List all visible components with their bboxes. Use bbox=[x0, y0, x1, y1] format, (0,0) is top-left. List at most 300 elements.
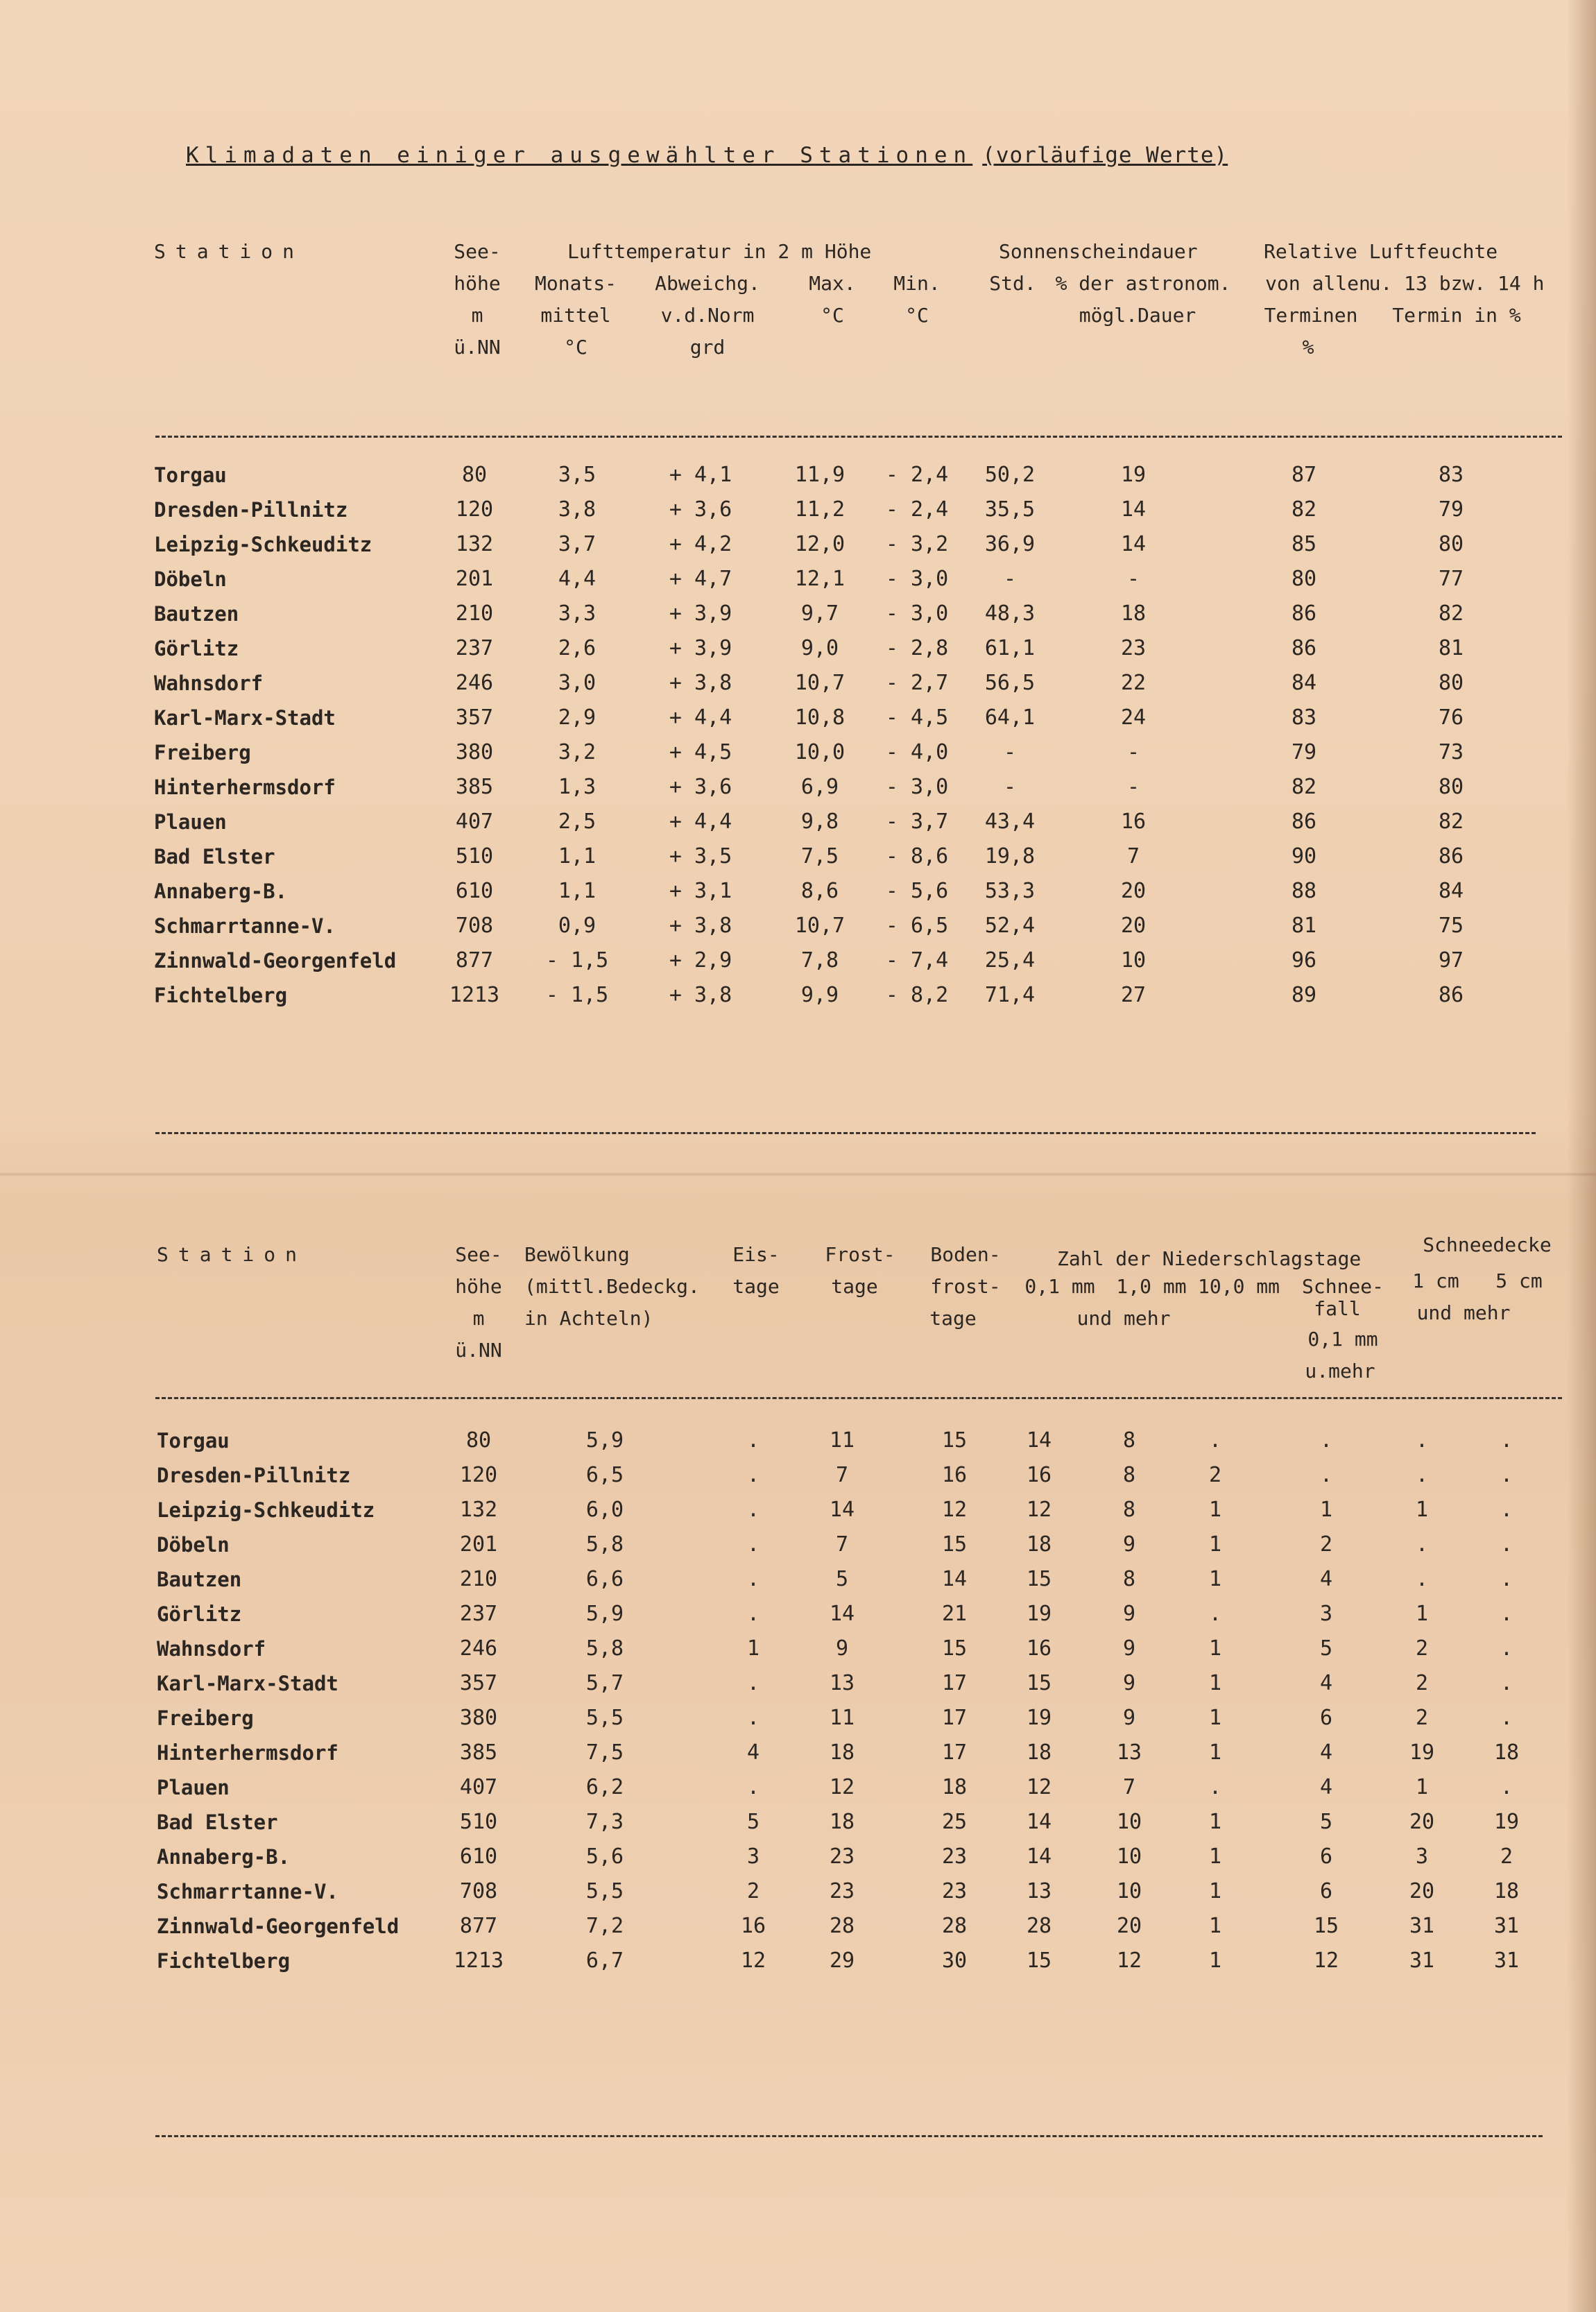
station-name-cell: Bautzen bbox=[154, 602, 239, 626]
feuchte-alle-cell: 80 bbox=[1291, 567, 1317, 591]
t2-bewoelkung-3: in Achteln) bbox=[524, 1307, 653, 1330]
min-cell: - 2,7 bbox=[885, 671, 949, 695]
min-cell: - 5,6 bbox=[885, 879, 949, 903]
table-row bbox=[0, 978, 1596, 1013]
monatsmittel-cell: 3,7 bbox=[558, 532, 597, 556]
page-title bbox=[186, 143, 1228, 168]
t1-alle-1: von allen bbox=[1265, 272, 1371, 295]
feuchte-termin-cell: 80 bbox=[1438, 671, 1464, 695]
t1-max-2: °C bbox=[821, 304, 844, 327]
t1-std: Std. bbox=[989, 272, 1036, 295]
feuchte-termin-cell: 82 bbox=[1438, 601, 1464, 626]
eistage-cell: . bbox=[746, 1532, 760, 1557]
feuchte-alle-cell: 89 bbox=[1291, 983, 1317, 1007]
n100-cell: 1 bbox=[1208, 1636, 1222, 1661]
sonnen-prozent-cell: - bbox=[1126, 775, 1140, 799]
sonnen-std-cell: 50,2 bbox=[984, 463, 1036, 487]
feuchte-termin-cell: 80 bbox=[1438, 532, 1464, 556]
paper-fold bbox=[0, 1172, 1596, 1176]
bewoelkung-cell: 5,9 bbox=[585, 1602, 624, 1626]
table-row bbox=[0, 666, 1596, 701]
seehoehe-cell: 246 bbox=[459, 1636, 498, 1661]
sonnen-prozent-cell: - bbox=[1126, 567, 1140, 591]
schneedecke-5cm-cell: 31 bbox=[1493, 1949, 1520, 1973]
eistage-cell: . bbox=[746, 1775, 760, 1799]
feuchte-alle-cell: 87 bbox=[1291, 463, 1317, 487]
eistage-cell: . bbox=[746, 1463, 760, 1487]
t2-n100: 10,0 mm bbox=[1197, 1275, 1280, 1298]
max-cell: 10,8 bbox=[794, 705, 846, 730]
abweichung-cell: + 3,8 bbox=[669, 983, 732, 1007]
bewoelkung-cell: 6,6 bbox=[585, 1567, 624, 1591]
t1-station-header: Station bbox=[154, 240, 304, 263]
t1-lufttemp-group: Lufttemperatur in 2 m Höhe bbox=[567, 240, 872, 263]
t2-nieder-group: Zahl der Niederschlagstage bbox=[1057, 1247, 1362, 1270]
bodenfrost-cell: 23 bbox=[941, 1879, 968, 1903]
sonnen-std-cell: 71,4 bbox=[984, 983, 1036, 1007]
n100-cell: 1 bbox=[1208, 1671, 1222, 1695]
station-name-cell: Freiberg bbox=[157, 1706, 254, 1730]
feuchte-alle-cell: 79 bbox=[1291, 740, 1317, 764]
bodenfrost-cell: 30 bbox=[941, 1949, 968, 1973]
page-title-note: (vorläufige Werte) bbox=[982, 143, 1228, 168]
max-cell: 6,9 bbox=[800, 775, 839, 799]
min-cell: - 3,2 bbox=[885, 532, 949, 556]
bodenfrost-cell: 14 bbox=[941, 1567, 968, 1591]
abweichung-cell: + 3,6 bbox=[669, 497, 732, 522]
station-name-cell: Karl-Marx-Stadt bbox=[154, 706, 336, 730]
n100-cell: . bbox=[1208, 1602, 1222, 1626]
frosttage-cell: 29 bbox=[829, 1949, 855, 1973]
n01-cell: 28 bbox=[1026, 1914, 1052, 1938]
schneedecke-1cm-cell: . bbox=[1415, 1532, 1429, 1557]
n10-cell: 9 bbox=[1122, 1636, 1136, 1661]
schneedecke-1cm-cell: 20 bbox=[1409, 1810, 1435, 1834]
bewoelkung-cell: 7,5 bbox=[585, 1740, 624, 1765]
monatsmittel-cell: 0,9 bbox=[558, 914, 597, 938]
min-cell: - 3,0 bbox=[885, 567, 949, 591]
table-row bbox=[0, 1944, 1596, 1978]
schneefall-cell: 6 bbox=[1319, 1879, 1333, 1903]
t2-n01: 0,1 mm bbox=[1024, 1275, 1095, 1298]
eistage-cell: 3 bbox=[746, 1844, 760, 1869]
min-cell: - 2,4 bbox=[885, 463, 949, 487]
table-row bbox=[0, 1701, 1596, 1736]
station-name-cell: Görlitz bbox=[154, 637, 239, 660]
max-cell: 7,8 bbox=[800, 948, 839, 973]
eistage-cell: 4 bbox=[746, 1740, 760, 1765]
schneefall-cell: 4 bbox=[1319, 1567, 1333, 1591]
table-row bbox=[0, 527, 1596, 562]
table-row bbox=[0, 943, 1596, 978]
t1-feuchte-group: Relative Luftfeuchte bbox=[1264, 240, 1498, 263]
t2-s5: 5 cm bbox=[1495, 1269, 1543, 1292]
n10-cell: 7 bbox=[1122, 1775, 1136, 1799]
eistage-cell: 16 bbox=[740, 1914, 766, 1938]
schneedecke-1cm-cell: 1 bbox=[1415, 1602, 1429, 1626]
schneedecke-5cm-cell: . bbox=[1500, 1463, 1513, 1487]
sonnen-prozent-cell: 10 bbox=[1120, 948, 1147, 973]
frosttage-cell: 5 bbox=[835, 1567, 849, 1591]
schneedecke-5cm-cell: 31 bbox=[1493, 1914, 1520, 1938]
table-row bbox=[0, 701, 1596, 735]
schneedecke-1cm-cell: 3 bbox=[1415, 1844, 1429, 1869]
t1-seehoehe-3: m bbox=[471, 304, 483, 327]
station-name-cell: Bautzen bbox=[157, 1568, 242, 1591]
bodenfrost-cell: 17 bbox=[941, 1671, 968, 1695]
seehoehe-cell: 80 bbox=[465, 1428, 492, 1453]
min-cell: - 8,2 bbox=[885, 983, 949, 1007]
seehoehe-cell: 385 bbox=[455, 775, 494, 799]
min-cell: - 3,7 bbox=[885, 810, 949, 834]
monatsmittel-cell: 3,2 bbox=[558, 740, 597, 764]
seehoehe-cell: 510 bbox=[455, 844, 494, 868]
t1-min-1: Min. bbox=[893, 272, 941, 295]
bodenfrost-cell: 15 bbox=[941, 1636, 968, 1661]
t2-seehoehe-2: höhe bbox=[455, 1275, 502, 1298]
station-name-cell: Bad Elster bbox=[154, 845, 275, 868]
table-row bbox=[0, 1527, 1596, 1562]
table-row bbox=[0, 1493, 1596, 1527]
table-row bbox=[0, 839, 1596, 874]
abweichung-cell: + 3,8 bbox=[669, 914, 732, 938]
station-name-cell: Karl-Marx-Stadt bbox=[157, 1672, 338, 1695]
schneedecke-1cm-cell: 2 bbox=[1415, 1636, 1429, 1661]
schneedecke-5cm-cell: 2 bbox=[1500, 1844, 1513, 1869]
max-cell: 10,7 bbox=[794, 671, 846, 695]
min-cell: - 3,0 bbox=[885, 775, 949, 799]
sonnen-std-cell: 64,1 bbox=[984, 705, 1036, 730]
t1-alle-2: Terminen bbox=[1264, 304, 1358, 327]
feuchte-termin-cell: 76 bbox=[1438, 705, 1464, 730]
t1-seehoehe-1: See- bbox=[454, 240, 501, 263]
table-row bbox=[0, 631, 1596, 666]
schneefall-cell: 4 bbox=[1319, 1671, 1333, 1695]
abweichung-cell: + 3,6 bbox=[669, 775, 732, 799]
sonnen-std-cell: 35,5 bbox=[984, 497, 1036, 522]
schneefall-cell: 4 bbox=[1319, 1775, 1333, 1799]
table-row bbox=[0, 1770, 1596, 1805]
station-name-cell: Leipzig-Schkeuditz bbox=[154, 533, 372, 556]
frosttage-cell: 7 bbox=[835, 1532, 849, 1557]
schneedecke-5cm-cell: . bbox=[1500, 1602, 1513, 1626]
bewoelkung-cell: 7,2 bbox=[585, 1914, 624, 1938]
t2-eistage-2: tage bbox=[732, 1275, 780, 1298]
seehoehe-cell: 610 bbox=[455, 879, 494, 903]
sonnen-prozent-cell: 20 bbox=[1120, 879, 1147, 903]
t2-schneefall-3: 0,1 mm bbox=[1307, 1328, 1378, 1351]
t2-und-mehr: und mehr bbox=[1076, 1307, 1171, 1330]
eistage-cell: . bbox=[746, 1602, 760, 1626]
station-name-cell: Schmarrtanne-V. bbox=[157, 1880, 338, 1903]
table-row bbox=[0, 1736, 1596, 1770]
abweichung-cell: + 4,1 bbox=[669, 463, 732, 487]
seehoehe-cell: 385 bbox=[459, 1740, 498, 1765]
table-row bbox=[0, 493, 1596, 527]
n10-cell: 13 bbox=[1116, 1740, 1142, 1765]
bodenfrost-cell: 15 bbox=[941, 1428, 968, 1453]
schneefall-cell: 3 bbox=[1319, 1602, 1333, 1626]
feuchte-alle-cell: 83 bbox=[1291, 705, 1317, 730]
t1-astron-2: mögl.Dauer bbox=[1079, 304, 1196, 327]
table-row bbox=[0, 597, 1596, 631]
schneedecke-5cm-cell: 18 bbox=[1493, 1740, 1520, 1765]
schneedecke-5cm-cell: . bbox=[1500, 1428, 1513, 1453]
abweichung-cell: + 3,9 bbox=[669, 636, 732, 660]
seehoehe-cell: 877 bbox=[459, 1914, 498, 1938]
t2-schneedecke-group: Schneedecke bbox=[1423, 1233, 1552, 1256]
seehoehe-cell: 357 bbox=[459, 1671, 498, 1695]
max-cell: 12,0 bbox=[794, 532, 846, 556]
monatsmittel-cell: 3,0 bbox=[558, 671, 597, 695]
table-row bbox=[0, 874, 1596, 909]
feuchte-termin-cell: 77 bbox=[1438, 567, 1464, 591]
sonnen-prozent-cell: 19 bbox=[1120, 463, 1147, 487]
eistage-cell: 1 bbox=[746, 1636, 760, 1661]
seehoehe-cell: 510 bbox=[459, 1810, 498, 1834]
schneedecke-1cm-cell: 31 bbox=[1409, 1949, 1435, 1973]
t1-termin-2: Termin in % bbox=[1392, 304, 1521, 327]
station-name-cell: Fichtelberg bbox=[157, 1949, 291, 1973]
bodenfrost-cell: 17 bbox=[941, 1740, 968, 1765]
t2-bewoelkung-1: Bewölkung bbox=[524, 1243, 630, 1266]
frosttage-cell: 18 bbox=[829, 1810, 855, 1834]
n01-cell: 14 bbox=[1026, 1810, 1052, 1834]
bewoelkung-cell: 5,6 bbox=[585, 1844, 624, 1869]
station-name-cell: Plauen bbox=[154, 810, 227, 834]
schneedecke-1cm-cell: 1 bbox=[1415, 1775, 1429, 1799]
schneedecke-1cm-cell: . bbox=[1415, 1567, 1429, 1591]
section-divider bbox=[155, 1132, 1536, 1134]
sonnen-prozent-cell: 27 bbox=[1120, 983, 1147, 1007]
abweichung-cell: + 3,5 bbox=[669, 844, 732, 868]
station-name-cell: Hinterhermsdorf bbox=[154, 776, 336, 799]
monatsmittel-cell: 3,8 bbox=[558, 497, 597, 522]
station-name-cell: Annaberg-B. bbox=[157, 1845, 291, 1869]
feuchte-alle-cell: 96 bbox=[1291, 948, 1317, 973]
station-name-cell: Dresden-Pillnitz bbox=[157, 1464, 351, 1487]
frosttage-cell: 23 bbox=[829, 1879, 855, 1903]
frosttage-cell: 14 bbox=[829, 1602, 855, 1626]
feuchte-termin-cell: 73 bbox=[1438, 740, 1464, 764]
monatsmittel-cell: 3,5 bbox=[558, 463, 597, 487]
table-row bbox=[0, 1597, 1596, 1632]
n10-cell: 8 bbox=[1122, 1428, 1136, 1453]
n10-cell: 8 bbox=[1122, 1498, 1136, 1522]
seehoehe-cell: 380 bbox=[459, 1706, 498, 1730]
schneedecke-5cm-cell: . bbox=[1500, 1706, 1513, 1730]
frosttage-cell: 12 bbox=[829, 1775, 855, 1799]
frosttage-cell: 11 bbox=[829, 1428, 855, 1453]
t1-monatsmittel-2: mittel bbox=[540, 304, 611, 327]
seehoehe-cell: 80 bbox=[461, 463, 488, 487]
bewoelkung-cell: 5,8 bbox=[585, 1636, 624, 1661]
monatsmittel-cell: 1,1 bbox=[558, 879, 597, 903]
feuchte-termin-cell: 83 bbox=[1438, 463, 1464, 487]
schneedecke-1cm-cell: 20 bbox=[1409, 1879, 1435, 1903]
max-cell: 9,8 bbox=[800, 810, 839, 834]
bodenfrost-cell: 15 bbox=[941, 1532, 968, 1557]
table-row bbox=[0, 1874, 1596, 1909]
table-row bbox=[0, 458, 1596, 493]
n100-cell: 1 bbox=[1208, 1532, 1222, 1557]
page-title-text: Klimadaten einiger ausgewählter Stationen bbox=[186, 143, 973, 168]
schneefall-cell: 4 bbox=[1319, 1740, 1333, 1765]
sonnen-prozent-cell: 22 bbox=[1120, 671, 1147, 695]
feuchte-termin-cell: 81 bbox=[1438, 636, 1464, 660]
seehoehe-cell: 120 bbox=[459, 1463, 498, 1487]
seehoehe-cell: 708 bbox=[459, 1879, 498, 1903]
eistage-cell: . bbox=[746, 1567, 760, 1591]
bewoelkung-cell: 7,3 bbox=[585, 1810, 624, 1834]
station-name-cell: Döbeln bbox=[154, 567, 227, 591]
n100-cell: 1 bbox=[1208, 1949, 1222, 1973]
n01-cell: 15 bbox=[1026, 1567, 1052, 1591]
bottom-divider bbox=[155, 2135, 1543, 2137]
t1-termin-1: u. 13 bzw. 14 h bbox=[1368, 272, 1545, 295]
n10-cell: 10 bbox=[1116, 1879, 1142, 1903]
n01-cell: 13 bbox=[1026, 1879, 1052, 1903]
t2-bodenfrost-2: frost- bbox=[930, 1275, 1001, 1298]
monatsmittel-cell: 2,6 bbox=[558, 636, 597, 660]
n100-cell: 1 bbox=[1208, 1810, 1222, 1834]
eistage-cell: 12 bbox=[740, 1949, 766, 1973]
schneefall-cell: 5 bbox=[1319, 1810, 1333, 1834]
sonnen-prozent-cell: - bbox=[1126, 740, 1140, 764]
frosttage-cell: 13 bbox=[829, 1671, 855, 1695]
schneefall-cell: 1 bbox=[1319, 1498, 1333, 1522]
t2-bewoelkung-2: (mittl.Bedeckg. bbox=[524, 1275, 700, 1298]
schneedecke-1cm-cell: 2 bbox=[1415, 1671, 1429, 1695]
frosttage-cell: 7 bbox=[835, 1463, 849, 1487]
n10-cell: 10 bbox=[1116, 1844, 1142, 1869]
seehoehe-cell: 210 bbox=[455, 601, 494, 626]
seehoehe-cell: 357 bbox=[455, 705, 494, 730]
table-row bbox=[0, 770, 1596, 805]
t2-bodenfrost-1: Boden- bbox=[930, 1243, 1001, 1266]
sonnen-prozent-cell: 18 bbox=[1120, 601, 1147, 626]
max-cell: 9,9 bbox=[800, 983, 839, 1007]
table-row bbox=[0, 562, 1596, 597]
n100-cell: . bbox=[1208, 1775, 1222, 1799]
monatsmittel-cell: 2,9 bbox=[558, 705, 597, 730]
t2-seehoehe-3: m bbox=[472, 1307, 485, 1330]
n10-cell: 10 bbox=[1116, 1810, 1142, 1834]
station-name-cell: Wahnsdorf bbox=[154, 671, 264, 695]
sonnen-prozent-cell: 16 bbox=[1120, 810, 1147, 834]
n01-cell: 14 bbox=[1026, 1428, 1052, 1453]
station-name-cell: Schmarrtanne-V. bbox=[154, 914, 336, 938]
sonnen-std-cell: - bbox=[1003, 740, 1017, 764]
min-cell: - 6,5 bbox=[885, 914, 949, 938]
seehoehe-cell: 407 bbox=[455, 810, 494, 834]
t1-monatsmittel-1: Monats- bbox=[534, 272, 617, 295]
t2-schneefall-1: Schnee- bbox=[1301, 1275, 1384, 1298]
abweichung-cell: + 4,5 bbox=[669, 740, 732, 764]
schneedecke-5cm-cell: . bbox=[1500, 1567, 1513, 1591]
t2-seehoehe-1: See- bbox=[455, 1243, 502, 1266]
n100-cell: 2 bbox=[1208, 1463, 1222, 1487]
seehoehe-cell: 201 bbox=[459, 1532, 498, 1557]
bodenfrost-cell: 25 bbox=[941, 1810, 968, 1834]
t2-station-header: Station bbox=[157, 1243, 307, 1266]
n100-cell: 1 bbox=[1208, 1844, 1222, 1869]
feuchte-alle-cell: 84 bbox=[1291, 671, 1317, 695]
n100-cell: 1 bbox=[1208, 1498, 1222, 1522]
abweichung-cell: + 2,9 bbox=[669, 948, 732, 973]
bodenfrost-cell: 16 bbox=[941, 1463, 968, 1487]
max-cell: 8,6 bbox=[800, 879, 839, 903]
station-name-cell: Plauen bbox=[157, 1776, 230, 1799]
table-row bbox=[0, 1458, 1596, 1493]
n01-cell: 19 bbox=[1026, 1706, 1052, 1730]
station-name-cell: Torgau bbox=[154, 463, 227, 487]
t2-n10: 1,0 mm bbox=[1116, 1275, 1187, 1298]
table-row bbox=[0, 1632, 1596, 1666]
n01-cell: 14 bbox=[1026, 1844, 1052, 1869]
n100-cell: 1 bbox=[1208, 1740, 1222, 1765]
schneedecke-1cm-cell: 31 bbox=[1409, 1914, 1435, 1938]
monatsmittel-cell: 3,3 bbox=[558, 601, 597, 626]
t1-seehoehe-2: höhe bbox=[454, 272, 501, 295]
station-name-cell: Torgau bbox=[157, 1429, 230, 1453]
t1-alle-3: % bbox=[1302, 336, 1314, 359]
t2-frosttage-1: Frost- bbox=[825, 1243, 895, 1266]
t1-header-divider bbox=[155, 436, 1562, 438]
t2-header-divider bbox=[155, 1397, 1562, 1399]
table-row bbox=[0, 805, 1596, 839]
sonnen-prozent-cell: 23 bbox=[1120, 636, 1147, 660]
table-row bbox=[0, 1423, 1596, 1458]
schneedecke-5cm-cell: . bbox=[1500, 1636, 1513, 1661]
t1-min-2: °C bbox=[905, 304, 929, 327]
bodenfrost-cell: 18 bbox=[941, 1775, 968, 1799]
schneefall-cell: 2 bbox=[1319, 1532, 1333, 1557]
schneedecke-1cm-cell: 2 bbox=[1415, 1706, 1429, 1730]
schneedecke-1cm-cell: 1 bbox=[1415, 1498, 1429, 1522]
feuchte-alle-cell: 86 bbox=[1291, 601, 1317, 626]
schneedecke-5cm-cell: 19 bbox=[1493, 1810, 1520, 1834]
monatsmittel-cell: 1,3 bbox=[558, 775, 597, 799]
feuchte-alle-cell: 82 bbox=[1291, 775, 1317, 799]
t1-monatsmittel-3: °C bbox=[564, 336, 587, 359]
sonnen-std-cell: 52,4 bbox=[984, 914, 1036, 938]
monatsmittel-cell: 4,4 bbox=[558, 567, 597, 591]
n01-cell: 16 bbox=[1026, 1636, 1052, 1661]
table-row bbox=[0, 1840, 1596, 1874]
sonnen-std-cell: 56,5 bbox=[984, 671, 1036, 695]
seehoehe-cell: 237 bbox=[455, 636, 494, 660]
n100-cell: 1 bbox=[1208, 1706, 1222, 1730]
n10-cell: 8 bbox=[1122, 1463, 1136, 1487]
sonnen-std-cell: 25,4 bbox=[984, 948, 1036, 973]
seehoehe-cell: 407 bbox=[459, 1775, 498, 1799]
seehoehe-cell: 708 bbox=[455, 914, 494, 938]
n10-cell: 20 bbox=[1116, 1914, 1142, 1938]
bewoelkung-cell: 5,5 bbox=[585, 1879, 624, 1903]
station-name-cell: Fichtelberg bbox=[154, 984, 288, 1007]
station-name-cell: Dresden-Pillnitz bbox=[154, 498, 348, 522]
n10-cell: 9 bbox=[1122, 1602, 1136, 1626]
station-name-cell: Freiberg bbox=[154, 741, 251, 764]
t1-astron-1: % der astronom. bbox=[1055, 272, 1231, 295]
schneefall-cell: 6 bbox=[1319, 1706, 1333, 1730]
n10-cell: 8 bbox=[1122, 1567, 1136, 1591]
abweichung-cell: + 4,4 bbox=[669, 705, 732, 730]
eistage-cell: . bbox=[746, 1706, 760, 1730]
seehoehe-cell: 877 bbox=[455, 948, 494, 973]
station-name-cell: Wahnsdorf bbox=[157, 1637, 266, 1661]
